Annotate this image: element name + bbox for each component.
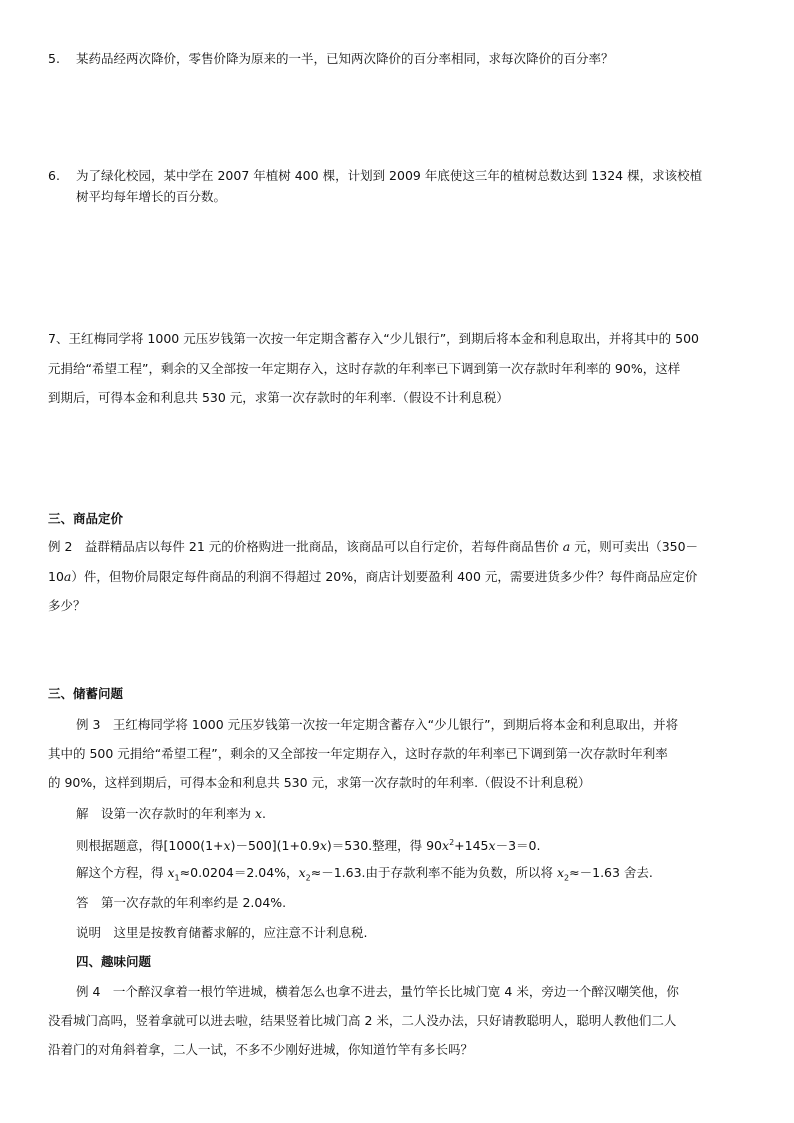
question-7-line-2: 元捐给“希望工程”，剩余的又全部按一年定期存入，这时存款的年利率已下调到第一次存款时年利率的 90%，这样 xyxy=(48,361,681,376)
text-run: 解 设第一次存款时的年利率为 xyxy=(76,806,255,821)
variable: a xyxy=(562,539,571,554)
variable: x xyxy=(488,838,496,854)
text-run: 10 xyxy=(48,569,64,584)
text-run: 则根据题意，得[1000(1+ xyxy=(76,838,224,854)
text-run: ≈－1.63 舍去. xyxy=(569,865,653,880)
subscript: 1 xyxy=(174,873,180,883)
example-4-line-2: 没看城门高吗，竖着拿就可以进去啦，结果竖着比城门高 2 米，二人没办法，只好请教聪明人，聪明人教他们二人 xyxy=(48,1013,677,1028)
variable: a xyxy=(63,569,72,584)
text-run: )－500](1+0.9 xyxy=(230,838,320,854)
variable: x xyxy=(319,838,327,854)
question-text: 某药品经两次降价，零售价降为原来的一半，已知两次降价的百分率相同，求每次降价的百分率？ xyxy=(76,51,614,66)
section-heading-pricing: 三、商品定价 xyxy=(48,511,124,526)
question-number: 5. xyxy=(48,51,60,66)
example-2-line-2 xyxy=(48,566,697,587)
question-text: 为了绿化校园，某中学在 2007 年植树 400 棵，计划到 2009 年底使这三年的植树总数达到 1324 棵，求该校植 xyxy=(76,168,703,183)
variable: x xyxy=(223,838,231,854)
variable: x xyxy=(254,806,263,821)
variable: x xyxy=(298,865,306,880)
text-run: ≈－1.63.由于存款利率不能为负数，所以将 xyxy=(310,865,557,880)
text-run: 例 2 益群精品店以每件 21 元的价格购进一批商品，该商品可以自行定价，若每件商品售价 xyxy=(48,539,563,554)
note-line: 说明 这里是按教育储蓄求解的，应注意不计利息税. xyxy=(76,925,368,940)
answer-line: 答 第一次存款的年利率约是 2.04%. xyxy=(76,895,287,910)
variable: x xyxy=(442,838,450,854)
question-number: 6. xyxy=(48,168,60,183)
example-3-line-3: 的 90%，这样到期后，可得本金和利息共 530 元，求第一次存款时的年利率.（假设不计利息税） xyxy=(48,775,591,790)
text-run: ）件，但物价局限定每件商品的利润不得超过 20%，商店计划要盈利 400 元，需要进货多少件？每件商品应定价 xyxy=(71,569,698,584)
solution-line xyxy=(76,803,266,824)
example-2-line-3: 多少？ xyxy=(48,598,86,613)
example-3-line-1: 例 3 王红梅同学将 1000 元压岁钱第一次按一年定期含蓄存入“少儿银行”，到期后将本金和利息取出，并将 xyxy=(76,717,679,732)
question-6-line-1 xyxy=(48,165,702,186)
example-4-line-3: 沿着门的对角斜着拿，二人一试，不多不少刚好进城，你知道竹竿有多长吗？ xyxy=(48,1042,474,1057)
equation-line xyxy=(76,832,540,856)
exponent: 2 xyxy=(449,838,455,847)
example-4-line-1: 例 4 一个醉汉拿着一根竹竿进城，横着怎么也拿不进去，量竹竿长比城门宽 4 米，旁边一个醉汉嘲笑他，你 xyxy=(76,984,679,999)
text-run: 元，则可卖出（350－ xyxy=(570,539,699,554)
question-6-line-2: 树平均每年增长的百分数。 xyxy=(76,189,227,204)
roots-line xyxy=(76,862,653,889)
text-run: ≈0.0204＝2.04%， xyxy=(179,865,299,880)
variable: x xyxy=(167,865,175,880)
text-run: . xyxy=(262,806,267,821)
example-2-line-1 xyxy=(48,536,698,557)
text-run: －3＝0. xyxy=(495,838,541,854)
variable: x xyxy=(556,865,565,880)
example-3-line-2: 其中的 500 元捐给“希望工程”，剩余的又全部按一年定期存入，这时存款的年利率已下调到第一次存款时年利率 xyxy=(48,746,668,761)
question-5 xyxy=(48,48,614,69)
question-7-line-1: 7、王红梅同学将 1000 元压岁钱第一次按一年定期含蓄存入“少儿银行”，到期后将本金和利息取出，并将其中的 500 xyxy=(48,331,699,346)
text-run: +145 xyxy=(454,838,489,854)
text-run: )＝530.整理，得 90 xyxy=(326,838,443,854)
text-run: 解这个方程，得 xyxy=(76,865,168,880)
question-7-line-3: 到期后，可得本金和利息共 530 元，求第一次存款时的年利率.（假设不计利息税） xyxy=(48,390,509,405)
section-heading-fun: 四、趣味问题 xyxy=(76,954,152,969)
section-heading-savings: 三、储蓄问题 xyxy=(48,686,124,701)
subscript: 2 xyxy=(305,873,311,883)
subscript: 2 xyxy=(564,873,570,883)
